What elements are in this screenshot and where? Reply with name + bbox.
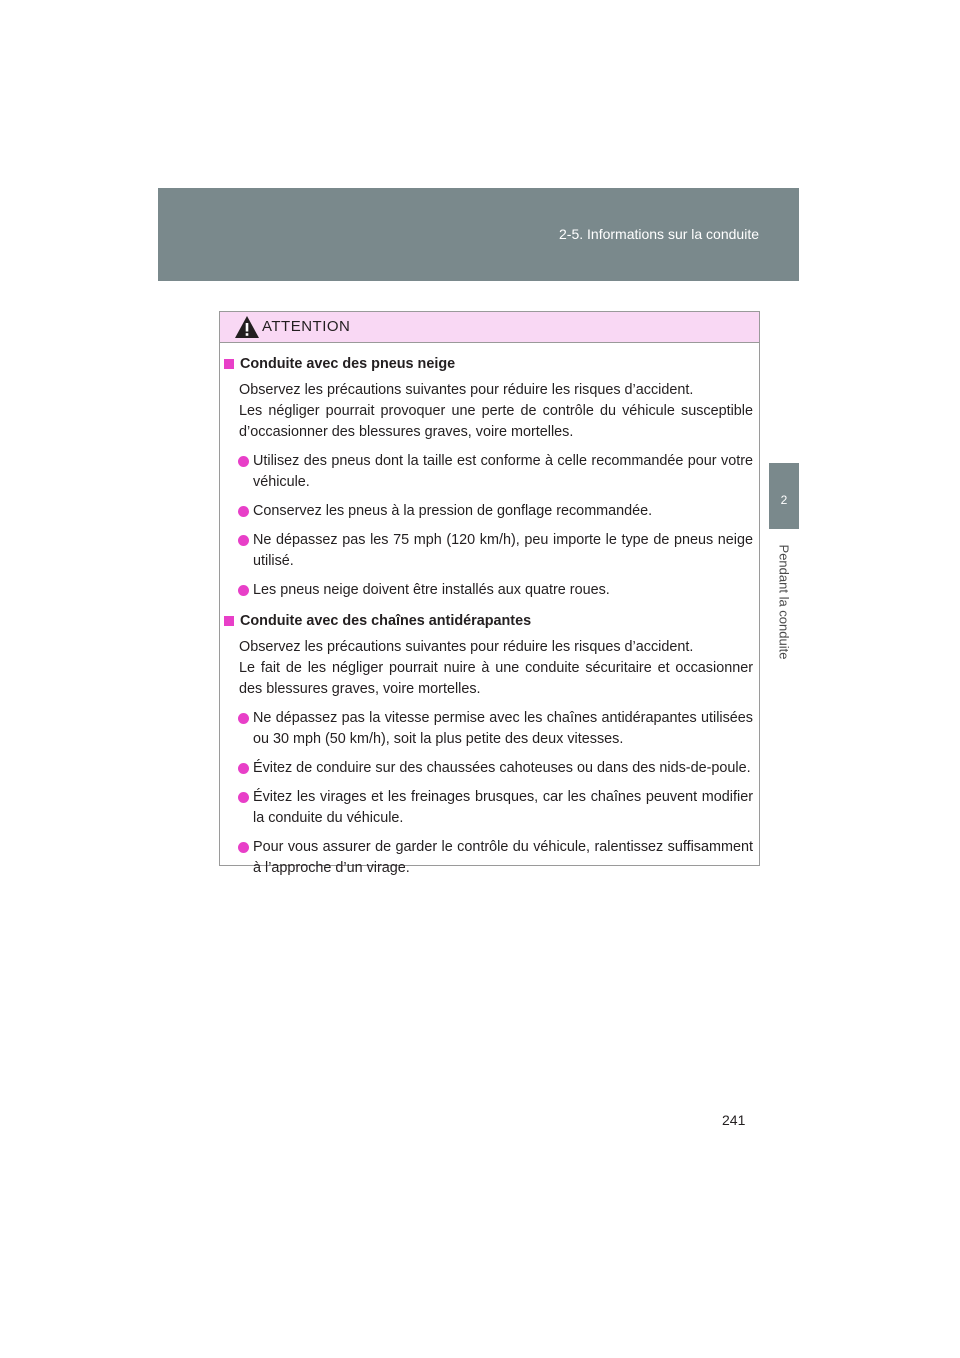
list-item: Évitez les virages et les freinages brusques, car les chaînes peuvent modifier la conduite du véhicule. <box>253 787 753 829</box>
warning-header <box>220 312 759 343</box>
list-item: Ne dépassez pas les 75 mph (120 km/h), peu importe le type de pneus neige utilisé. <box>253 530 753 572</box>
bullet-dot-icon <box>238 842 249 853</box>
section-heading: Conduite avec des pneus neige <box>224 354 753 375</box>
header-band <box>158 188 799 281</box>
bullet-dot-icon <box>238 456 249 467</box>
list-item: Évitez de conduire sur des chaussées cahoteuses ou dans des nids-de-poule. <box>253 758 753 779</box>
bullet-dot-icon <box>238 506 249 517</box>
list-item: Conservez les pneus à la pression de gonflage recommandée. <box>253 501 753 522</box>
chapter-number: 2 <box>780 493 788 507</box>
paragraph: Observez les précautions suivantes pour réduire les risques d’accident. <box>239 382 694 398</box>
warning-box <box>219 311 760 876</box>
bullet-dot-icon <box>238 792 249 803</box>
square-bullet-icon <box>224 616 234 626</box>
warning-title: ATTENTION <box>262 318 351 335</box>
bullet-dot-icon <box>238 585 249 596</box>
list-item: Ne dépassez pas la vitesse permise avec les chaînes antidérapantes utilisées ou 30 mph (50 km/h), soit la plus petite des deux vitesses. <box>253 708 753 750</box>
paragraph: Le fait de les négliger pourrait nuire à une conduite sécuritaire et occasionner des blessures graves, voire mortelles. <box>239 660 753 697</box>
bullet-dot-icon <box>238 713 249 724</box>
list-item: Utilisez des pneus dont la taille est conforme à celle recommandée pour votre véhicule. <box>253 451 753 493</box>
page-number: 241 <box>722 1112 746 1128</box>
section-title: 2-5. Informations sur la conduite <box>559 226 759 242</box>
warning-triangle-icon <box>234 315 260 339</box>
list-item: Les pneus neige doivent être installés aux quatre roues. <box>253 580 753 601</box>
bullet-dot-icon <box>238 535 249 546</box>
warning-body <box>220 343 759 879</box>
square-bullet-icon <box>224 359 234 369</box>
paragraph: Les négliger pourrait provoquer une perte de contrôle du véhicule susceptible d’occasionner des blessures graves, voire mortelles. <box>239 403 753 440</box>
list-item: Pour vous assurer de garder le contrôle du véhicule, ralentissez suffisamment à l’approche d’un virage. <box>253 837 753 879</box>
paragraph: Observez les précautions suivantes pour réduire les risques d’accident. <box>239 639 694 655</box>
bullet-dot-icon <box>238 763 249 774</box>
chapter-tab <box>769 463 799 529</box>
chapter-label: Pendant la conduite <box>776 544 792 660</box>
section-heading: Conduite avec des chaînes antidérapantes <box>224 611 753 632</box>
